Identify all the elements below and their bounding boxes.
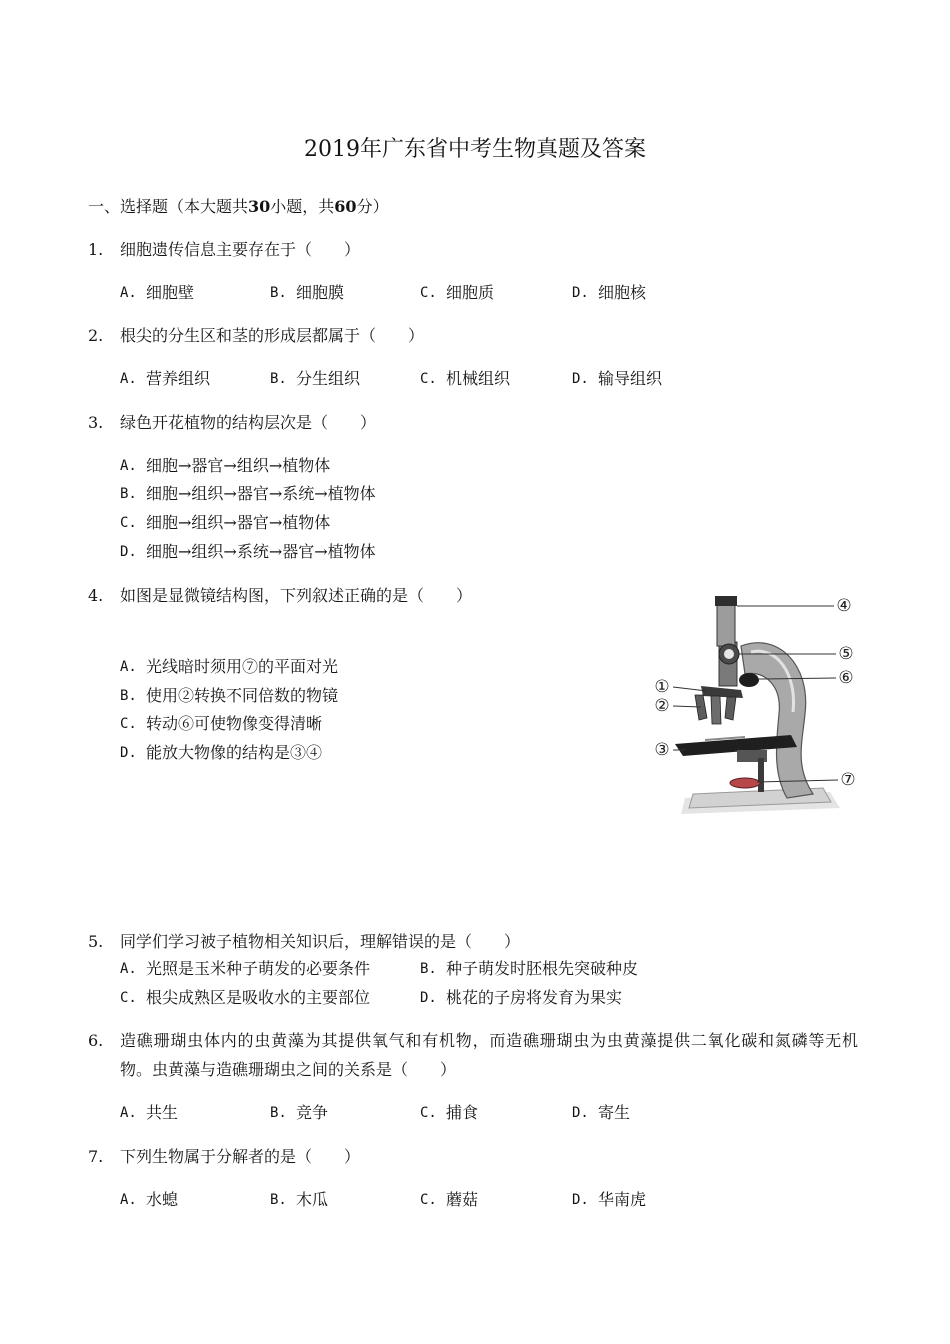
option-label: D. <box>572 285 589 301</box>
option-text: 木瓜 <box>296 1190 329 1209</box>
question-stem: 下列生物属于分解者的是（ ） <box>120 1147 361 1166</box>
option-label: A. <box>120 1192 137 1208</box>
question-number: 1. <box>88 240 104 259</box>
option-text: 输导组织 <box>598 369 663 388</box>
figure-label-5: ⑤ <box>838 644 854 664</box>
option-label: C. <box>420 1192 437 1208</box>
option-label: D. <box>120 544 137 560</box>
option-label: D. <box>572 371 589 387</box>
question-stem: 同学们学习被子植物相关知识后，理解错误的是（ ） <box>120 932 521 951</box>
option-label: B. <box>270 1192 287 1208</box>
figure-label-3: ③ <box>654 740 670 760</box>
question-stem: 如图是显微镜结构图，下列叙述正确的是（ ） <box>120 586 473 605</box>
option-text: 蘑菇 <box>446 1190 479 1209</box>
figure-label-7: ⑦ <box>840 770 856 790</box>
section-suffix: 分） <box>356 197 389 216</box>
option-text: 共生 <box>146 1103 179 1122</box>
option-text: 营养组织 <box>146 369 211 388</box>
eyepiece-tube <box>717 602 735 646</box>
question-stem: 根尖的分生区和茎的形成层都属于（ ） <box>120 326 425 345</box>
option-label: A. <box>120 371 137 387</box>
option-text: 捕食 <box>446 1103 479 1122</box>
option-text: 根尖成熟区是吸收水的主要部位 <box>146 988 371 1007</box>
pillar <box>758 758 764 792</box>
option-text: 光线暗时须用⑦的平面对光 <box>146 657 339 676</box>
option-text: 水螅 <box>146 1190 179 1209</box>
question-stem: 细胞遗传信息主要存在于（ ） <box>120 240 361 259</box>
option-text: 能放大物像的结构是③④ <box>146 743 323 762</box>
option-label: C. <box>420 285 437 301</box>
option-label: D. <box>120 745 137 761</box>
option-text: 细胞膜 <box>296 283 345 302</box>
figure-label-2: ② <box>654 696 670 716</box>
microscope-diagram <box>645 594 860 816</box>
option-text: 种子萌发时胚根先突破种皮 <box>446 959 639 978</box>
eyepiece-cap <box>715 596 737 606</box>
question-number: 3. <box>88 413 104 432</box>
question-number: 4. <box>88 586 104 605</box>
option-label: D. <box>572 1105 589 1121</box>
option-text: 细胞→组织→系统→器官→植物体 <box>146 542 376 561</box>
option-label: D. <box>420 990 437 1006</box>
option-label: C. <box>420 1105 437 1121</box>
option-label: D. <box>572 1192 589 1208</box>
option-text: 细胞→器官→组织→植物体 <box>146 456 331 475</box>
option-label: B. <box>270 371 287 387</box>
option-label: C. <box>120 515 137 531</box>
option-text: 细胞壁 <box>146 283 195 302</box>
question-number: 7. <box>88 1147 104 1166</box>
option-text: 华南虎 <box>598 1190 647 1209</box>
option-text: 转动⑥可使物像变得清晰 <box>146 714 323 733</box>
option-text: 光照是玉米种子萌发的必要条件 <box>146 959 371 978</box>
option-label: B. <box>120 688 137 704</box>
fine-focus-knob <box>739 673 759 687</box>
section-question-count: 30 <box>248 197 271 216</box>
coarse-focus-knob-center <box>724 649 734 659</box>
option-text: 细胞→组织→器官→系统→植物体 <box>146 484 376 503</box>
option-label: B. <box>420 961 437 977</box>
option-text: 机械组织 <box>446 369 511 388</box>
question-number: 6. <box>88 1031 104 1050</box>
option-label: B. <box>270 285 287 301</box>
question-stem-line-1: 造礁珊瑚虫体内的虫黄藻为其提供氧气和有机物，而造礁珊瑚虫为虫黄藻提供二氧化碳和氮磷等无机 <box>120 1031 858 1050</box>
document-title: 2019年广东省中考生物真题及答案 <box>304 137 646 162</box>
question-stem: 绿色开花植物的结构层次是（ ） <box>120 413 377 432</box>
option-label: C. <box>120 716 137 732</box>
option-text: 细胞→组织→器官→植物体 <box>146 513 331 532</box>
option-label: A. <box>120 659 137 675</box>
option-text: 细胞核 <box>598 283 647 302</box>
option-text: 寄生 <box>598 1103 631 1122</box>
option-text: 细胞质 <box>446 283 495 302</box>
section-prefix: 一、选择题（本大题共 <box>88 197 249 216</box>
option-label: A. <box>120 285 137 301</box>
option-label: B. <box>270 1105 287 1121</box>
question-stem-line-2: 物。虫黄藻与造礁珊瑚虫之间的关系是（ ） <box>120 1060 457 1079</box>
option-text: 竞争 <box>296 1103 329 1122</box>
figure-label-6: ⑥ <box>838 668 854 688</box>
option-label: C. <box>420 371 437 387</box>
question-number: 2. <box>88 326 104 345</box>
section-heading <box>88 197 389 217</box>
section-mid: 小题，共 <box>270 197 335 216</box>
option-text: 桃花的子房将发育为果实 <box>446 988 623 1007</box>
reflector-mirror <box>730 778 760 788</box>
option-label: A. <box>120 1105 137 1121</box>
figure-label-1: ① <box>654 677 670 697</box>
option-label: A. <box>120 961 137 977</box>
option-text: 使用②转换不同倍数的物镜 <box>146 686 339 705</box>
section-total-score: 60 <box>334 197 357 216</box>
objective-lens <box>711 696 721 724</box>
option-text: 分生组织 <box>296 369 361 388</box>
option-label: C. <box>120 990 137 1006</box>
figure-label-4: ④ <box>836 596 852 616</box>
option-label: B. <box>120 486 137 502</box>
question-number: 5. <box>88 932 104 951</box>
option-label: A. <box>120 458 137 474</box>
